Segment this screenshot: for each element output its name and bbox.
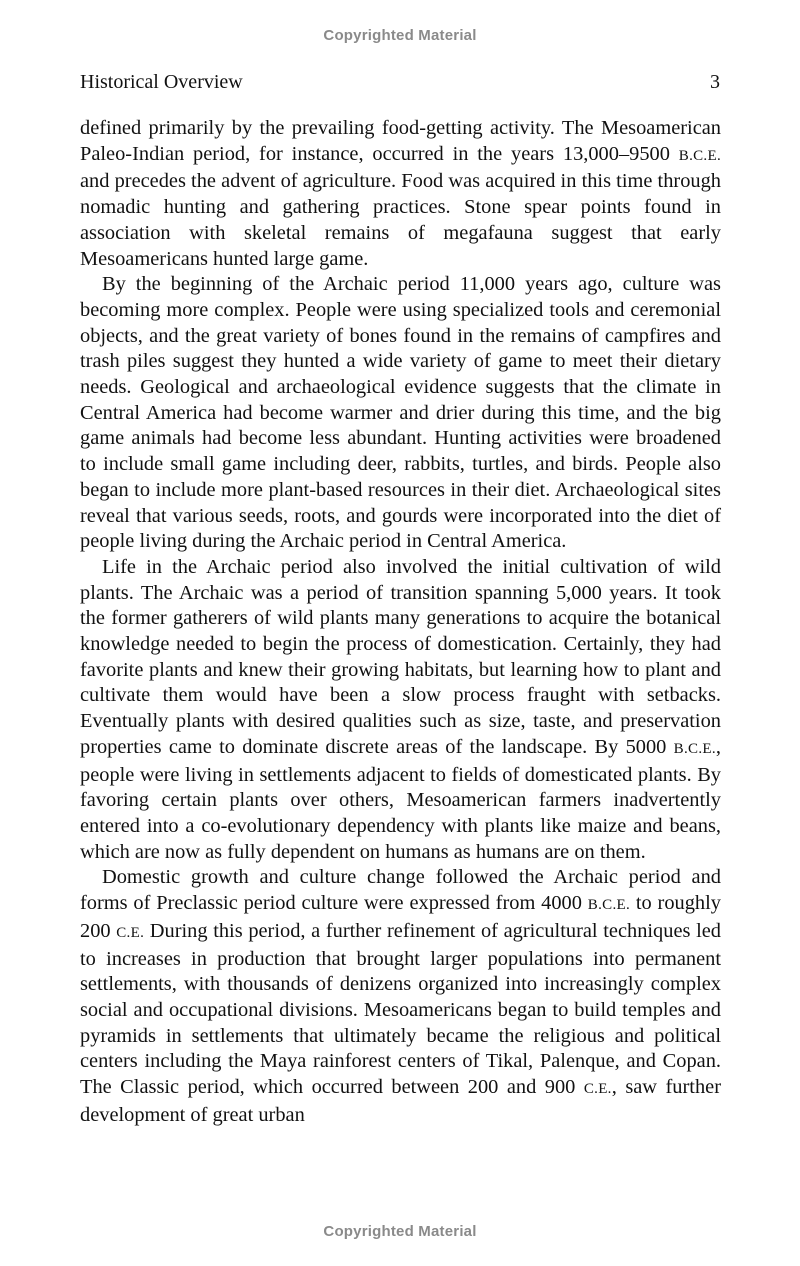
text-run: By the beginning of the Archaic period 11,000 years ago, culture was becoming more complex. People were using specialized tools and ceremonial objects, and the great variety of bones found in the remains of campfires and trash piles suggest they hunted a wide variety of game to meet their dietary needs. Geological and archaeological evidence suggests that the climate in Central America had become warmer and drier during this time, and the big game animals had become less abundant. Hunting activities were broadened to include small game including deer, rabbits, turtles, and birds. People also began to include more plant-based resources in their diet. Archaeological sites reveal that various seeds, roots, and gourds were incorporated into the diet of people living during the Archaic period in Central America.: [80, 273, 721, 553]
text-run: , saw further development of great urban: [80, 1076, 721, 1126]
text-run: , people were living in settlements adjacent to fields of domesticated plants. By favoring certain plants over others, Mesoamerican farmers inadvertently entered into a co-evolutionary dependency with plants like maize and beans, which are now as fully dependent on humans as humans are on them.: [80, 735, 721, 863]
text-run: defined primarily by the prevailing food-getting activity. The Mesoamerican Paleo-Indian period, for instance, occurred in the years 13,000–9500: [80, 117, 721, 165]
paragraph: [80, 555, 721, 865]
paragraph: [80, 865, 721, 1128]
body-text: [80, 116, 721, 1128]
paragraph: [80, 116, 721, 272]
text-run: During this period, a further refinement of agricultural techniques led to increases in production that brought larger populations into permanent settlements, with thousands of denizens organized into increasingly complex social and occupational divisions. Mesoamericans began to build temples and pyramids in settlements that ultimately became the religious and political centers including the Maya rainforest centers of Tikal, Palenque, and Copan. The Classic period, which occurred between 200 and 900: [80, 919, 721, 1099]
copyright-watermark-bottom: Copyrighted Material: [323, 1223, 477, 1240]
era-abbreviation: B.C.E.: [678, 147, 721, 164]
running-header: [80, 70, 720, 96]
running-title: Historical Overview: [80, 71, 243, 93]
era-abbreviation: C.E.: [583, 1081, 612, 1098]
copyright-watermark-top: Copyrighted Material: [323, 27, 477, 44]
era-abbreviation: B.C.E.: [587, 897, 631, 914]
paragraph: [80, 272, 721, 555]
era-abbreviation: C.E.: [116, 924, 145, 941]
text-run: and precedes the advent of agriculture. Food was acquired in this time through nomadic hunting and gathering practices. Stone spear points found in association with skeletal remains of megafauna suggest that early Mesoamericans hunted large game.: [80, 170, 721, 270]
text-run: to roughly 200: [80, 892, 721, 942]
text-run: Life in the Archaic period also involved the initial cultivation of wild plants. The Archaic was a period of transition spanning 5,000 years. It took the former gatherers of wild plants many generations to acquire the botanical knowledge needed to begin the process of domestication. Certainly, they had favorite plants and knew their growing habitats, but learning how to plant and cultivate them would have been a slow process fraught with setbacks. Eventually plants with desired qualities such as size, taste, and preservation properties came to dominate discrete areas of the landscape. By 5000: [80, 555, 721, 758]
page-number: 3: [710, 71, 720, 93]
era-abbreviation: B.C.E.: [673, 740, 716, 757]
text-run: Domestic growth and culture change followed the Archaic period and forms of Preclassic period culture were expressed from 4000: [80, 866, 721, 915]
